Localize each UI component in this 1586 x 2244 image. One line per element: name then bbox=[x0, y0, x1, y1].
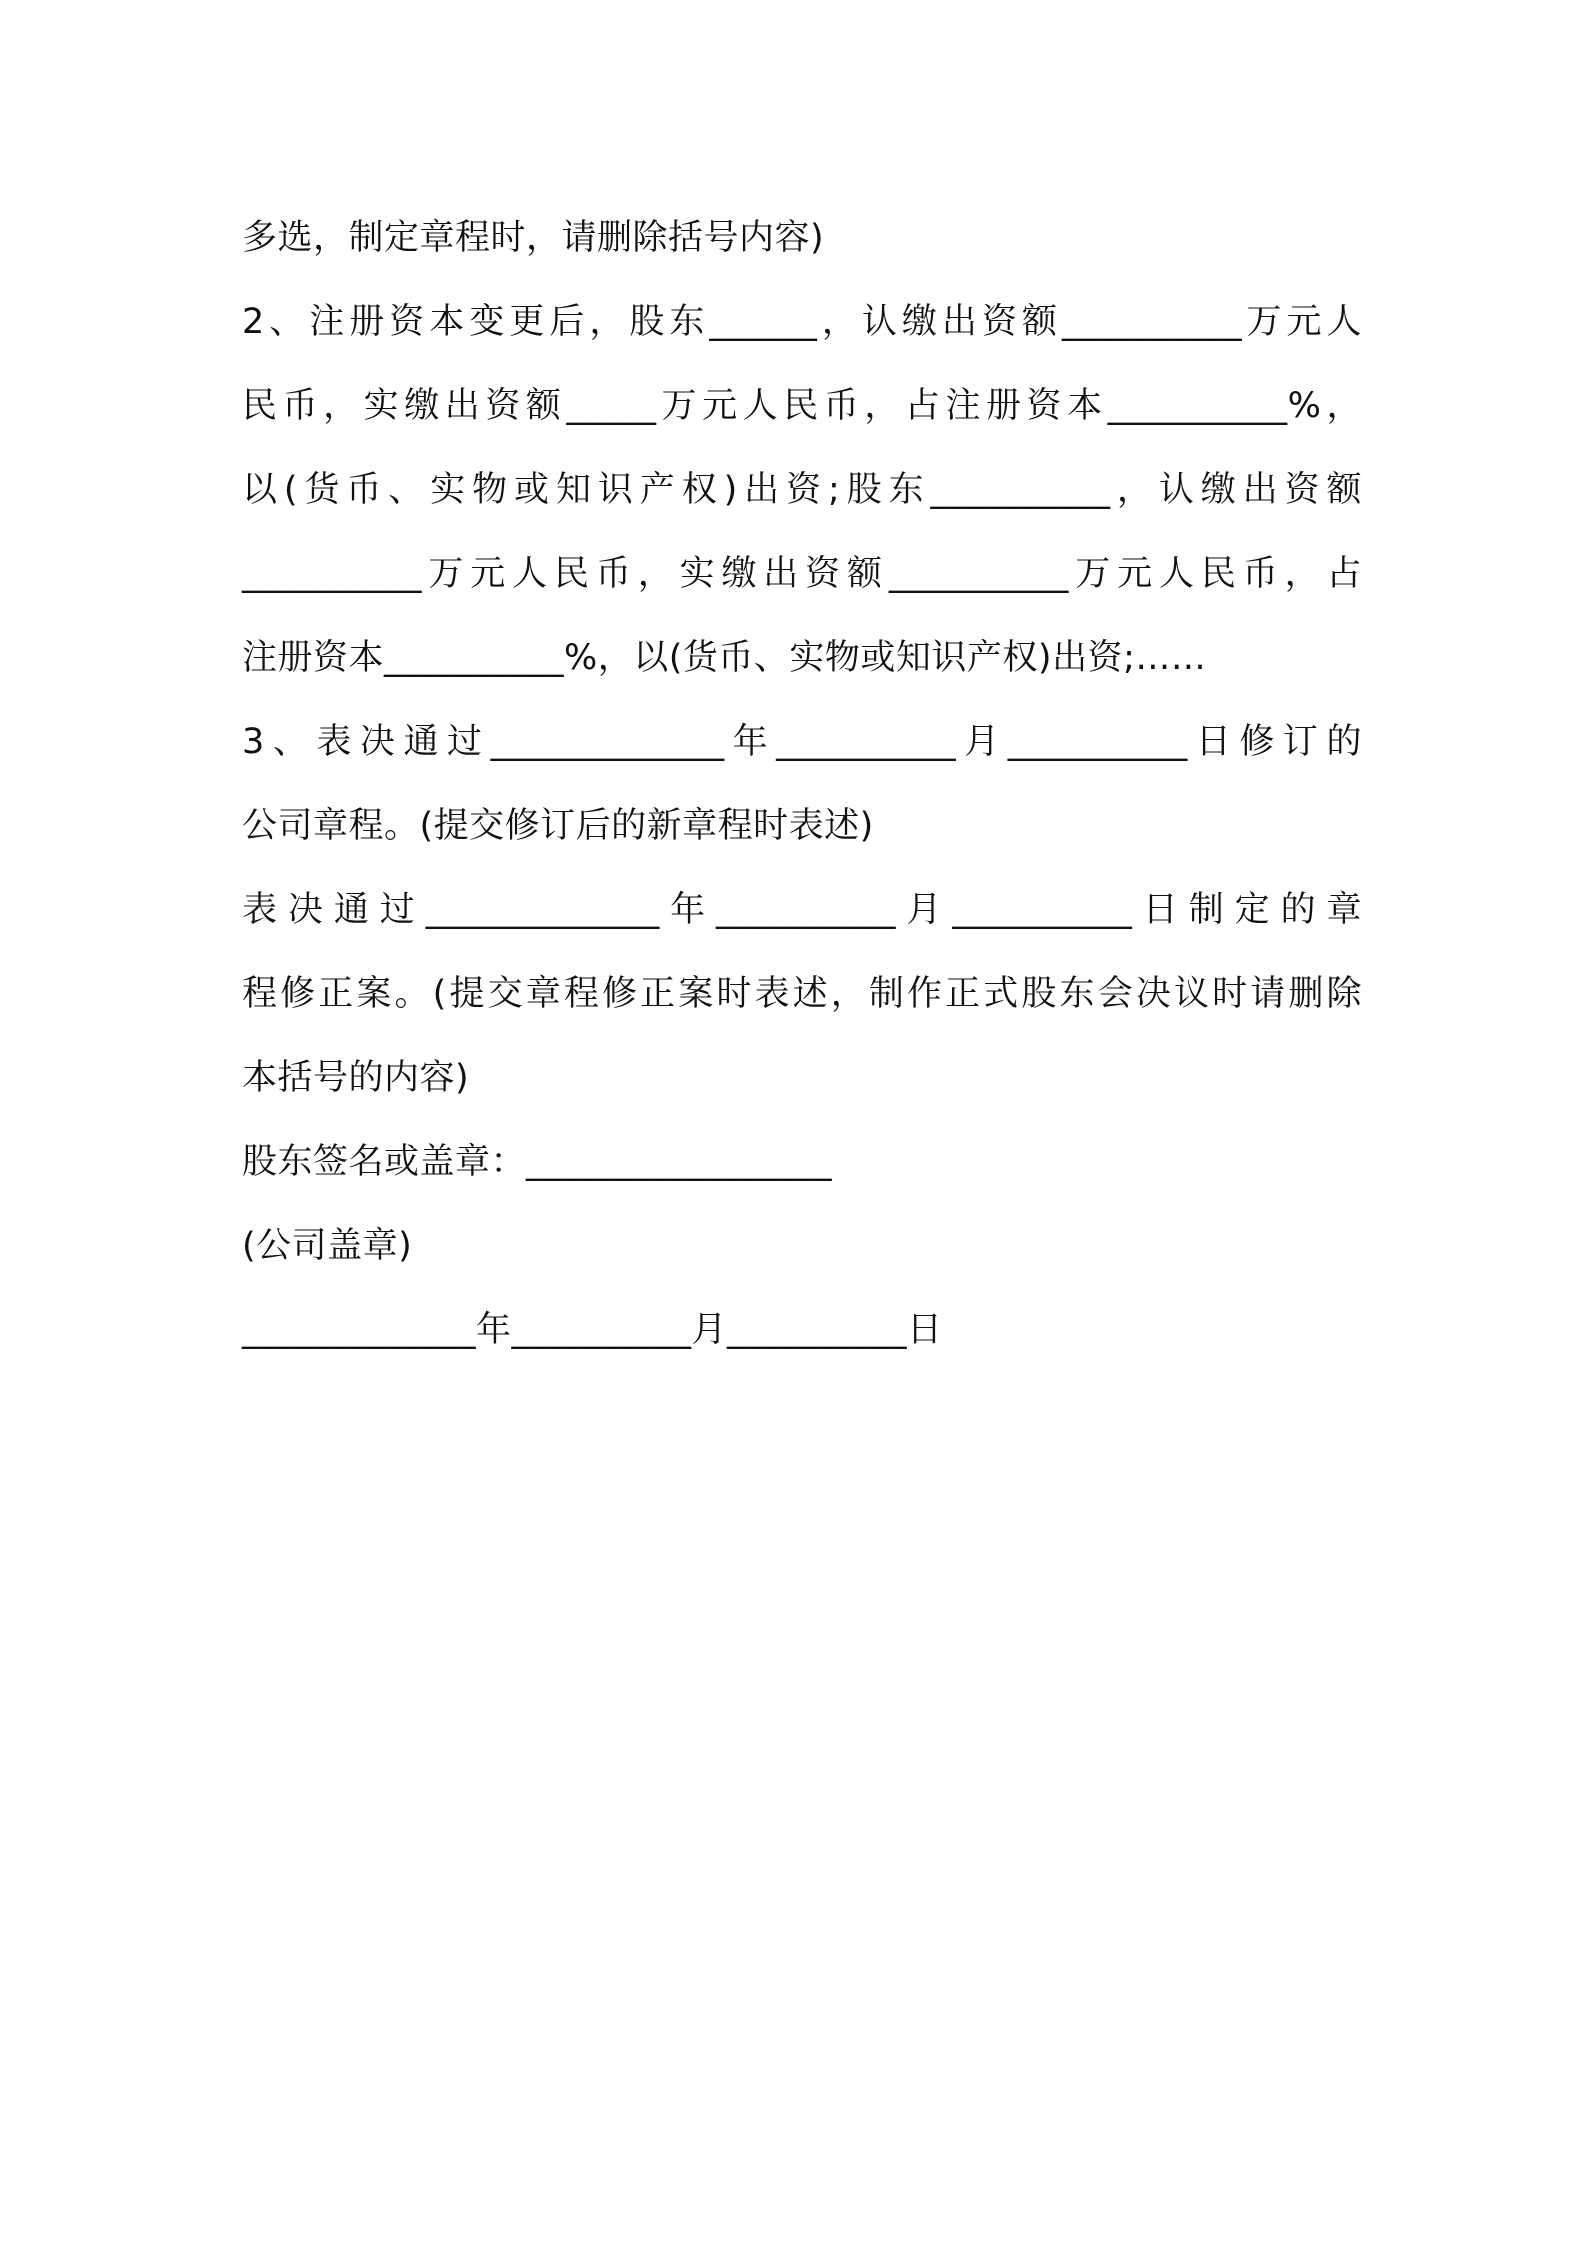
text-line-clause-2-end: 注册资本__________%，以(货币、实物或知识产权)出资;…… bbox=[242, 638, 1207, 678]
text-line-clause-2: 2、注册资本变更后，股东______，认缴出资额__________万元人 bbox=[242, 302, 1362, 342]
text-line-amendment-cont: 程修正案。(提交章程修正案时表述，制作正式股东会决议时请删除 bbox=[242, 974, 1362, 1014]
text-line-amendment: 表决通过_____________年__________月__________日制定的章 bbox=[242, 890, 1362, 930]
text-line-clause-3: 3、表决通过_____________年__________月__________日修订的 bbox=[242, 722, 1362, 762]
text-line-continuation: 多选，制定章程时，请删除括号内容) bbox=[242, 218, 825, 258]
text-line-clause-2-cont: __________万元人民币，实缴出资额__________万元人民币，占 bbox=[242, 554, 1362, 594]
date-line: _____________年__________月__________日 bbox=[242, 1310, 943, 1350]
text-line-clause-2-cont: 以(货币、实物或知识产权)出资;股东__________，认缴出资额 bbox=[242, 470, 1362, 510]
text-line-amendment-end: 本括号的内容) bbox=[242, 1058, 470, 1098]
shareholder-signature-line: 股东签名或盖章：_________________ bbox=[242, 1142, 833, 1182]
text-line-clause-2-cont: 民币，实缴出资额_____万元人民币，占注册资本__________%， bbox=[242, 386, 1362, 426]
text-line-clause-3-cont: 公司章程。(提交修订后的新章程时表述) bbox=[242, 806, 874, 846]
company-seal-line: (公司盖章) bbox=[242, 1226, 413, 1266]
document-body bbox=[242, 196, 1362, 1372]
